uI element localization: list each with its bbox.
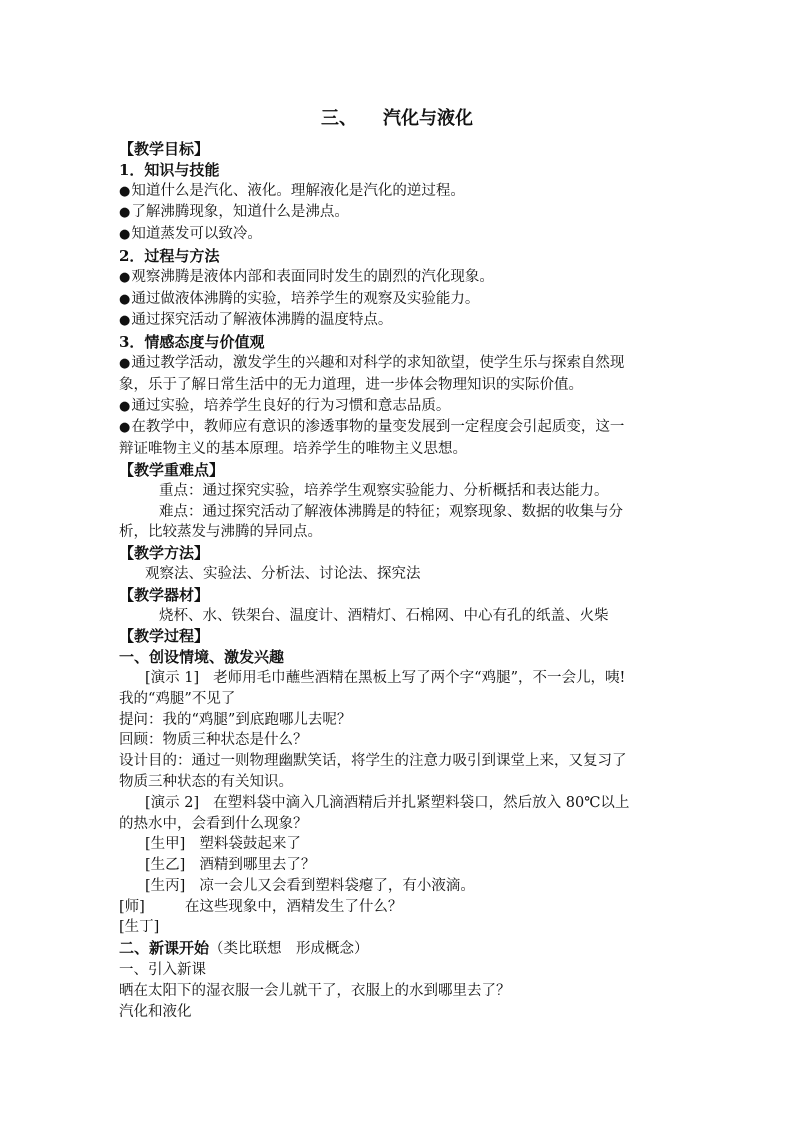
list-item-continuation: 象，乐于了解日常生活中的无力道理，进一步体会物理知识的实际价值。 <box>119 376 583 393</box>
demo-1-continuation: 我的“鸡腿”不见了 <box>119 690 236 707</box>
design-purpose-continuation: 物质三种状态的有关知识。 <box>119 773 293 790</box>
speaker-tag: [师] <box>119 898 145 915</box>
intro-question: 晒在太阳下的湿衣服一会儿就干了，衣服上的水到哪里去了？ <box>119 982 511 999</box>
speaker-tag: [生丙] <box>145 877 186 894</box>
dialogue-line: [生丙] 凉一会儿又会看到塑料袋瘪了，有小液滴。 <box>145 877 475 894</box>
page-title <box>0 104 794 130</box>
objectives-heading: 【教学目标】 <box>119 140 210 158</box>
title-number: 三、 <box>321 108 357 129</box>
review-text: 回顾：物质三种状态是什么？ <box>119 732 308 749</box>
speaker-tag: [生乙] <box>145 857 186 874</box>
key-points-heading: 【教学重难点】 <box>119 460 225 479</box>
list-item: ●通过教学活动，激发学生的兴趣和对科学的求知欲望，使学生乐与探索自然现 <box>119 354 625 371</box>
part1-title: 一、创设情境、激发兴趣 <box>119 648 285 667</box>
list-item: ●在教学中，教师应有意识的渗透事物的量变发展到一定程度会引起质变，这一 <box>119 419 625 436</box>
list-item: ●通过做液体沸腾的实验，培养学生的观察及实验能力。 <box>119 290 480 307</box>
demo-2-tag: [演示 2] <box>145 794 200 811</box>
focus-point: 重点：通过探究实验，培养学生观察实验能力、分析概括和表达能力。 <box>159 482 609 499</box>
design-purpose: 设计目的：通过一则物理幽默笑话，将学生的注意力吸引到课堂上来，又复习了 <box>119 753 627 770</box>
question-text: 提问：我的“鸡腿”到底跑哪儿去呢？ <box>119 711 352 728</box>
section-process-title: 2．过程与方法 <box>119 246 220 265</box>
section-attitude-title: 3．情感态度与价值观 <box>119 333 265 352</box>
bullet-icon: ● <box>119 227 131 243</box>
demo-2: [演示 2] 在塑料袋中滴入几滴酒精后并扎紧塑料袋口，然后放入 80℃以上 <box>145 794 630 811</box>
part2-title: 二、新课开始（类比联想 形成概念） <box>119 939 369 958</box>
demo-1-tag: [演示 1] <box>145 669 200 686</box>
dialogue-line: [生乙] 酒精到哪里去了？ <box>145 857 316 874</box>
dialogue-line: [师] 在这些现象中，酒精发生了什么？ <box>119 898 403 915</box>
speaker-tag: [生甲] <box>145 836 186 853</box>
title-text: 汽化与液化 <box>383 108 473 129</box>
equipment-heading: 【教学器材】 <box>119 585 210 604</box>
document-body <box>119 139 677 1022</box>
bullet-icon: ● <box>119 291 131 307</box>
bullet-icon: ● <box>119 398 131 414</box>
part2-subtitle: （类比联想 形成概念） <box>209 941 369 958</box>
bullet-icon: ● <box>119 269 131 285</box>
demo-2-continuation: 的热水中，会看到什么现象？ <box>119 815 308 832</box>
intro-heading: 一、引入新课 <box>119 962 206 979</box>
methods-text: 观察法、实验法、分析法、讨论法、探究法 <box>145 565 421 582</box>
methods-heading: 【教学方法】 <box>119 544 210 563</box>
list-item: ●观察沸腾是液体内部和表面同时发生的剧烈的汽化现象。 <box>119 268 494 285</box>
list-item: ●了解沸腾现象，知道什么是沸点。 <box>119 204 349 221</box>
speaker-tag: [生丁] <box>119 919 160 936</box>
difficulty-point-continuation: 析，比较蒸发与沸腾的异同点。 <box>119 524 322 541</box>
dialogue-line: [生甲] 塑料袋鼓起来了 <box>145 836 301 853</box>
bullet-icon: ● <box>119 183 131 199</box>
topic-heading: 汽化和液化 <box>119 1003 192 1020</box>
dialogue-line <box>119 917 677 938</box>
difficulty-point: 难点：通过探究活动了解液体沸腾是的特征；观察现象、数据的收集与分 <box>159 503 623 520</box>
list-item-continuation: 辩证唯物主义的基本原理。培养学生的唯物主义思想。 <box>119 441 467 458</box>
equipment-text: 烧杯、水、铁架台、温度计、酒精灯、石棉网、中心有孔的纸盖、火柴 <box>159 607 609 624</box>
list-item: ●知道蒸发可以致冷。 <box>119 226 262 243</box>
section-knowledge-title: 1．知识与技能 <box>119 160 220 179</box>
list-item: ●通过探究活动了解液体沸腾的温度特点。 <box>119 312 393 329</box>
bullet-icon: ● <box>119 355 131 371</box>
list-item: ●通过实验，培养学生良好的行为习惯和意志品质。 <box>119 397 451 414</box>
bullet-icon: ● <box>119 205 131 221</box>
list-item: ●知道什么是汽化、液化。理解液化是汽化的逆过程。 <box>119 182 465 199</box>
process-heading: 【教学过程】 <box>119 627 210 646</box>
bullet-icon: ● <box>119 313 131 329</box>
demo-1: [演示 1] 老师用毛巾蘸些酒精在黑板上写了两个字“鸡腿”，不一会儿，咦! <box>145 669 626 686</box>
bullet-icon: ● <box>119 420 131 436</box>
